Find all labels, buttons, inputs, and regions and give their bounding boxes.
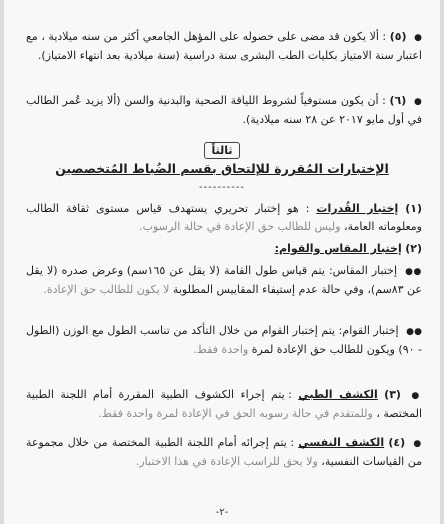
soft-note: وللمتقدم في حالة رسوبه الحق في الإعادة لمرة واحدة فقط. [98, 407, 377, 420]
condition-5 [26, 28, 422, 65]
soft-note: واحدة فقط. [193, 343, 252, 356]
paragraph-text: : أن يكون مستوفياً لشروط اللياقة الصحية والبدنية والسن (ألا يزيد عُمر الطالب في أول مايو ٢٠١٧ عن ٢٨ سنه ميلادية). [26, 94, 422, 126]
item-number: (٦) [389, 94, 407, 107]
item-label: الكشف الطبي [298, 388, 378, 401]
exam-2-sub-measure [26, 262, 422, 299]
item-number: (٤) [388, 436, 406, 449]
soft-note: وليس للطالب حق الإعادة في حالة الرسوب. [139, 220, 345, 233]
bullet: ●● [405, 267, 422, 277]
exam-2 [26, 240, 422, 258]
section-heading [4, 160, 440, 179]
bullet: ● [414, 33, 423, 43]
paragraph-text: : ألا يكون قد مضى على حصوله على المؤهل الجامعي أكثر من سنه ميلادية ، مع اعتبار سنة الامتياز بكليات الطب البشرى سنة دراسية (سنة ميلادية بعد انتهاء الامتياز). [26, 30, 422, 62]
heading-divider [4, 178, 440, 197]
item-number: (٢) [405, 242, 422, 255]
bullet: ●● [406, 327, 422, 337]
condition-6 [26, 92, 422, 129]
item-number: (١) [405, 202, 422, 215]
paragraph-text: إختبار القوام: يتم إختبار القوام من خلال التأكد من تناسب الطول مع الوزن (الطول - ٩٠) ويكون للطالب حق الإعادة لمرة [26, 324, 422, 356]
paragraph-text: : يتم إجراء الكشوف الطبية المقررة أمام اللجنة الطبية المختصة ، [26, 388, 422, 420]
exam-3 [26, 386, 422, 423]
section-heading-text: الإختبارات المُقررة للإلتحاق بقسم الضُباط المُتخصصين [55, 161, 389, 176]
exam-2-sub-build [26, 322, 422, 359]
soft-note: ولا يحق للراسب الإعادة في هذا الاختبار. [135, 455, 322, 468]
paragraph-text: إختبار المقاس: يتم قياس طول القامة (لا يقل عن ١٦٥سم) وعرض صدره (لا يقل عن ٨٣سم)، وفي حالة عدم إستيفاء المقاييس المطلوبة [26, 264, 422, 296]
item-number: (٣) [384, 388, 401, 401]
document-page [4, 0, 440, 524]
bullet: ● [413, 439, 422, 449]
exam-4 [26, 434, 422, 471]
exam-1 [26, 200, 422, 236]
section-label [4, 142, 440, 160]
item-label: الكشف النفسي [298, 436, 385, 449]
item-number: (٥) [389, 30, 407, 43]
page-number: -٢- [215, 507, 229, 518]
paragraph-text: : هو إختبار تحريري يستهدف قياس مستوى ثقافة الطالب ومعلوماته العامة، [26, 202, 422, 233]
soft-note: لا يكون للطالب حق الإعادة. [43, 283, 173, 296]
paragraph-text: : يتم إجرائه أمام اللجنة الطبية المختصة من خلال مجموعة من القياسات النفسية، [26, 436, 422, 468]
item-label: إختبار المقاس والقوام: [274, 242, 402, 255]
item-label: إختبار القُدرات [316, 202, 399, 215]
section-label-text: ثالثاً [204, 142, 239, 159]
bullet: ● [413, 97, 422, 107]
divider-dashes: ---------- [198, 182, 246, 193]
bullet: ● [411, 391, 423, 401]
